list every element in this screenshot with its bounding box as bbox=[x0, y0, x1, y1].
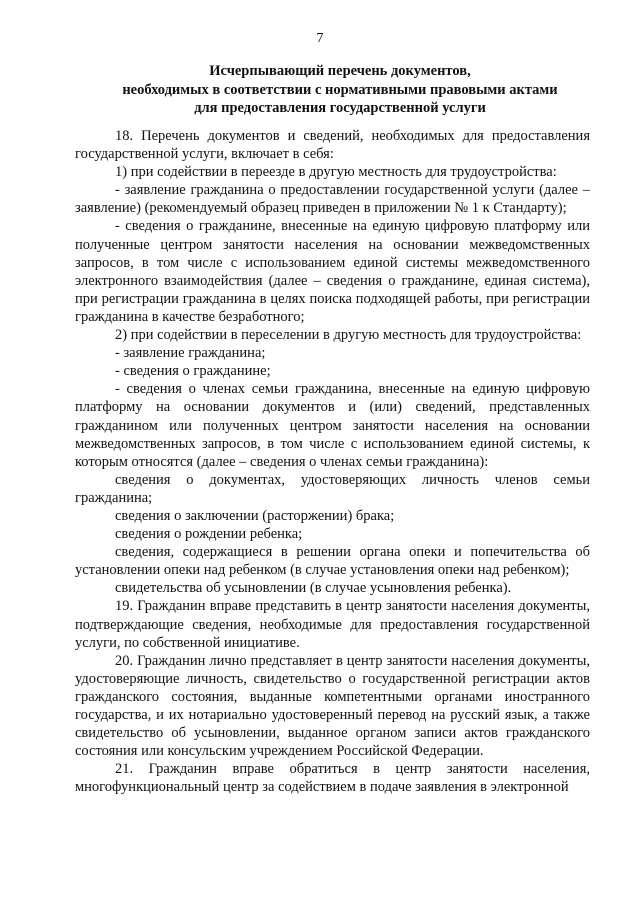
paragraph-18: 18. Перечень документов и сведений, необходимых для предоставления государственной услуги, включает в себя: bbox=[75, 128, 590, 163]
paragraph-adoption: свидетельства об усыновлении (в случае усыновления ребенка). bbox=[115, 580, 512, 597]
paragraph-21: 21. Гражданин вправе обратиться в центр занятости населения, многофункциональный центр за содействием в подаче заявления в электронной bbox=[75, 761, 590, 796]
paragraph-20: 20. Гражданин лично представляет в центр занятости населения документы, удостоверяющие личность, свидетельство о государственной регистрации актов гражданского состояния, выданные компетентными органами иностранного государства, и их нотариально удостоверенный перевод на русский язык, а также свидетельство об усыновлении, выданное органом записи актов гражданского состояния или консульским учреждением Российской Федерации. bbox=[75, 652, 590, 760]
paragraph-marriage: сведения о заключении (расторжении) брака; bbox=[115, 507, 395, 524]
paragraph-birth: сведения о рождении ребенка; bbox=[115, 526, 303, 543]
page-number: 7 bbox=[316, 31, 324, 46]
paragraph-family-info: - сведения о членах семьи гражданина, внесенные на единую цифровую платформу на основании документов и (или) сведений, представленных гражданином или полученных центром занятости населения на основании межведомственных запросов, в том числе с использованием единой системы, к которым относятся (далее – сведения о членах семьи гражданина): bbox=[75, 381, 590, 470]
paragraph-guardianship: сведения, содержащиеся в решении органа опеки и попечительства об установлении опеки над ребенком (в случае установления опеки над ребенком); bbox=[75, 544, 590, 579]
paragraph-citizen-application: - заявление гражданина; bbox=[115, 345, 266, 362]
title-line-1: Исчерпывающий перечень документов, bbox=[209, 63, 471, 79]
paragraph-item-1: 1) при содействии в переезде в другую местность для трудоустройства: bbox=[115, 164, 557, 181]
paragraph-citizen-info: - сведения о гражданине, внесенные на единую цифровую платформу или полученные центром занятости населения на основании межведомственных запросов, в том числе с использованием единой системы межведомственного электронного взаимодействия (далее – сведения о гражданине, единая система), при регистрации гражданина в целях поиска подходящей работы, при регистрации гражданина в качестве безработного; bbox=[75, 218, 590, 325]
paragraph-application: - заявление гражданина о предоставлении государственной услуги (далее – заявление) (рекомендуемый образец приведен в приложении № 1 к Стандарту); bbox=[75, 182, 590, 217]
document-body bbox=[75, 127, 590, 796]
paragraph-citizen-data: - сведения о гражданине; bbox=[115, 363, 271, 380]
section-title bbox=[60, 62, 620, 118]
paragraph-19: 19. Гражданин вправе представить в центр занятости населения документы, подтверждающие сведения, необходимые для предоставления государственной услуги, по собственной инициативе. bbox=[75, 598, 590, 651]
title-line-2: необходимых в соответствии с нормативными правовыми актами bbox=[122, 81, 558, 98]
title-line-3: для предоставления государственной услуги bbox=[194, 100, 486, 116]
paragraph-identity-docs: сведения о документах, удостоверяющих личность членов семьи гражданина; bbox=[75, 471, 590, 506]
paragraph-item-2: 2) при содействии в переселении в другую местность для трудоустройства: bbox=[115, 327, 582, 344]
